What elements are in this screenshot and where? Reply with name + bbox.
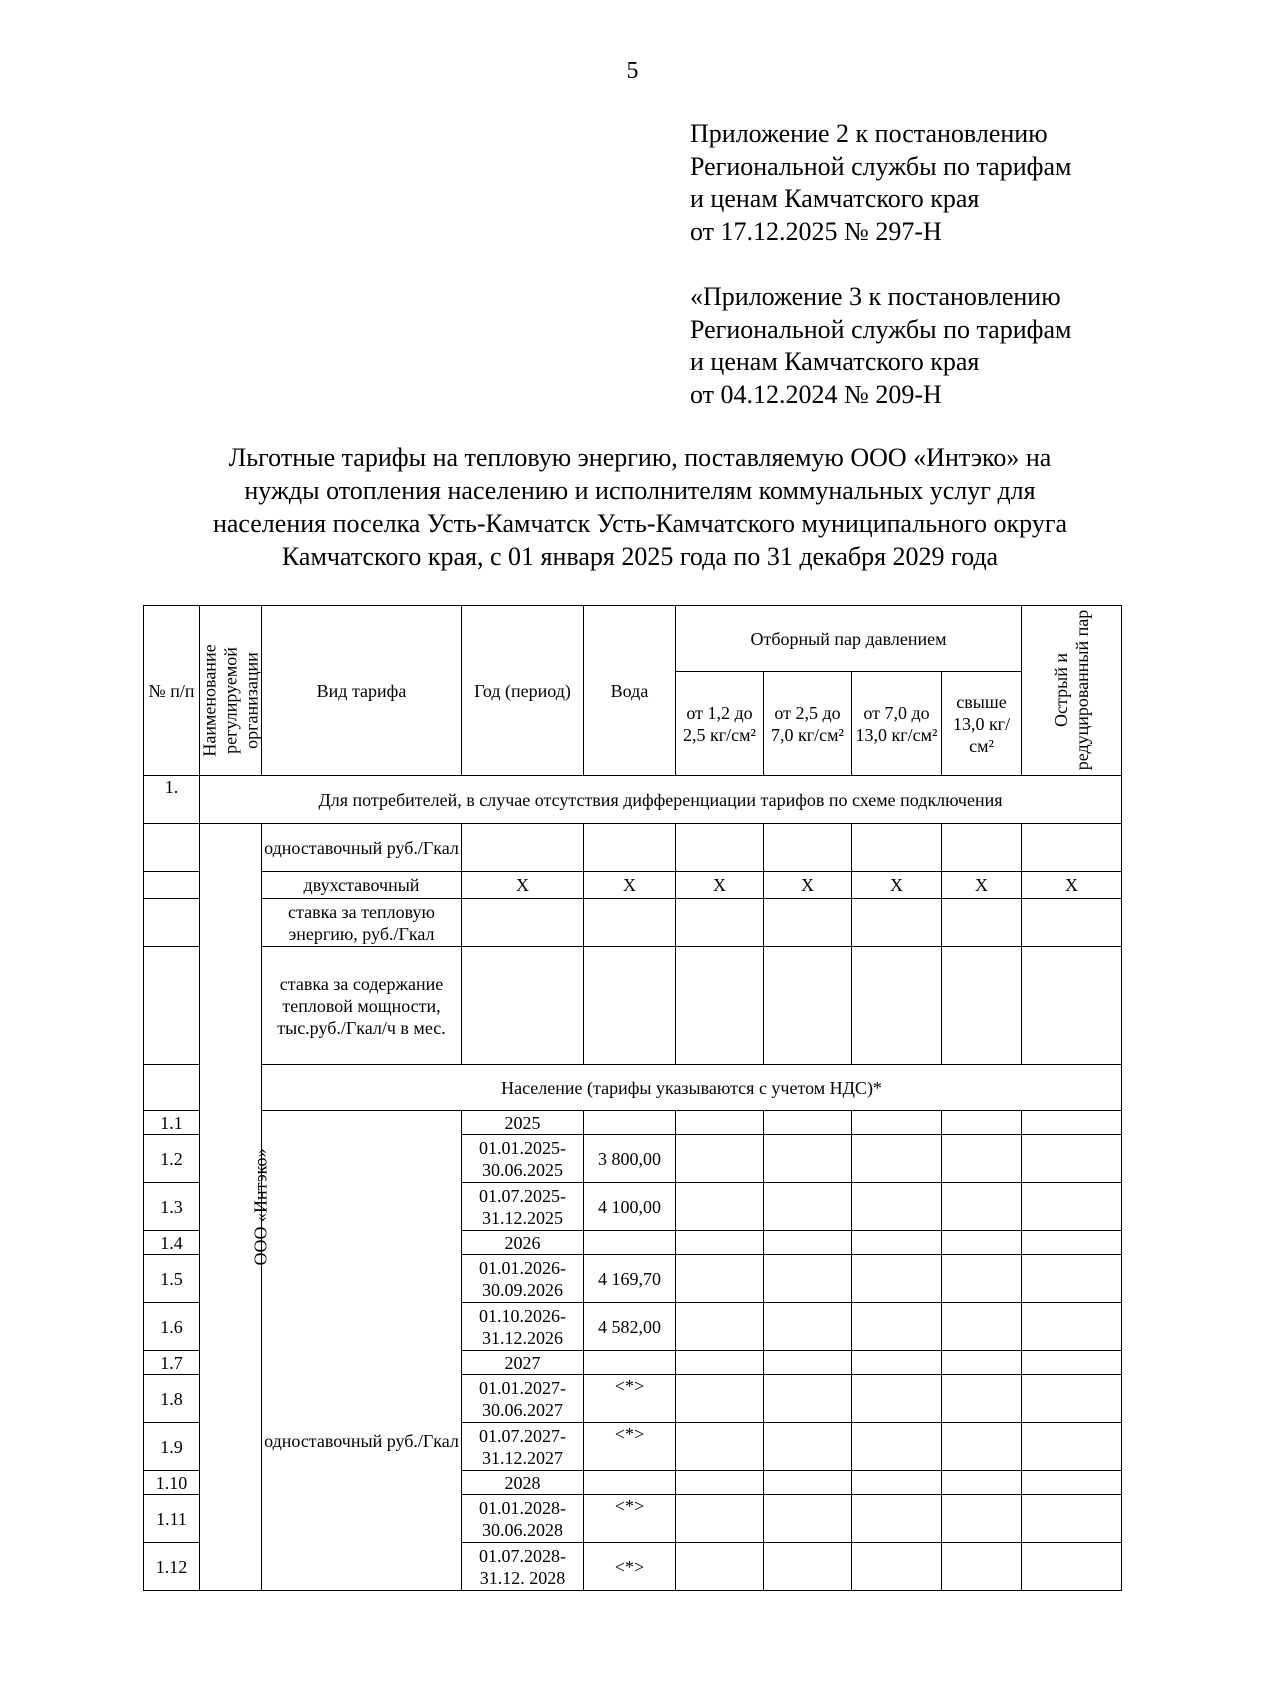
row-water: 3 800,00 [584, 1135, 676, 1183]
row-period: 2027 [462, 1351, 584, 1375]
appendix-original-line: и ценам Камчатского края [690, 347, 980, 376]
row-period: 2028 [462, 1471, 584, 1495]
row-period: 01.07.2028-31.12. 2028 [462, 1543, 584, 1591]
row-water: <*> [584, 1375, 676, 1423]
header-water: Вода [584, 606, 676, 776]
org-name-cell [200, 824, 271, 1591]
row-num: 1.8 [144, 1375, 200, 1423]
row-period: 01.07.2025-31.12.2025 [462, 1183, 584, 1231]
appendix-original-line: от 04.12.2024 № 209-Н [690, 379, 942, 409]
header-period: Год (период) [462, 606, 584, 776]
row-num: 1.1 [144, 1111, 200, 1135]
row-water: 4 169,70 [584, 1255, 676, 1303]
section-num: 1. [144, 776, 200, 824]
row-two-rate: двухставочный [262, 872, 462, 899]
row-water [584, 1351, 676, 1375]
row-water [584, 1231, 676, 1255]
header-org: Наименование регулируемой организации [200, 606, 262, 776]
appendix-current-line: Региональной службы по тарифам [690, 151, 1072, 181]
row-water [584, 1471, 676, 1495]
appendix-original-block [690, 281, 1071, 411]
row-num: 1.2 [144, 1135, 200, 1183]
appendix-current-line: и ценам Камчатского края [690, 184, 980, 213]
x-mark: Х [764, 872, 852, 899]
row-period: 01.01.2027-30.06.2027 [462, 1375, 584, 1423]
title-line: Камчатского края, с 01 января 2025 года по 31 декабря 2029 года [281, 542, 999, 571]
x-mark: Х [584, 872, 676, 899]
header-steam-1: от 1,2 до 2,5 кг/см² [676, 672, 764, 776]
appendix-current-line: от 17.12.2025 № 297-Н [690, 216, 942, 246]
row-num: 1.5 [144, 1255, 200, 1303]
row-period: 01.01.2026-30.09.2026 [462, 1255, 584, 1303]
header-steam-4: свыше 13,0 кг/см² [942, 672, 1022, 776]
row-num: 1.12 [144, 1543, 200, 1591]
x-mark: Х [462, 872, 584, 899]
population-tariff: одноставочный руб./Гкал [262, 1111, 462, 1591]
title-line: населения поселка Усть-Камчатск Усть-Камчатского муниципального округа [212, 509, 1068, 538]
row-period: 2026 [462, 1231, 584, 1255]
row-period: 01.01.2028-30.06.2028 [462, 1495, 584, 1543]
header-steam-group: Отборный пар давлением [676, 606, 1022, 672]
row-period: 01.01.2025-30.06.2025 [462, 1135, 584, 1183]
row-num: 1.4 [144, 1231, 200, 1255]
row-water [584, 1111, 676, 1135]
row-water: 4 582,00 [584, 1303, 676, 1351]
row-period: 2025 [462, 1111, 584, 1135]
x-mark: Х [942, 872, 1022, 899]
row-num: 1.11 [144, 1495, 200, 1543]
x-mark: Х [852, 872, 942, 899]
row-num: 1.7 [144, 1351, 200, 1375]
row-num: 1.9 [144, 1423, 200, 1471]
appendix-original-line: «Приложение 3 к постановлению [690, 282, 1061, 311]
section-label: Для потребителей, в случае отсутствия дифференциации тарифов по схеме подключения [200, 776, 1122, 824]
header-steam-2: от 2,5 до 7,0 кг/см² [764, 672, 852, 776]
row-water: <*> [584, 1423, 676, 1471]
row-water: <*> [584, 1495, 676, 1543]
org-name: ООО «Интэко» [250, 1148, 271, 1266]
row-water: 4 100,00 [584, 1183, 676, 1231]
page-number: 5 [626, 58, 639, 84]
row-num: 1.10 [144, 1471, 200, 1495]
title-line: Льготные тарифы на тепловую энергию, поставляемую ООО «Интэко» на [228, 443, 1052, 472]
population-label: Население (тарифы указываются с учетом НДС)* [262, 1065, 1122, 1111]
header-num: № п/п [144, 606, 200, 776]
header-sharp-steam: Острый и редуцированный пар [1022, 606, 1122, 776]
title-line: нужды отопления населению и исполнителям коммунальных услуг для [244, 476, 1036, 505]
x-mark: Х [676, 872, 764, 899]
header-tariff-type: Вид тарифа [262, 606, 462, 776]
document-title [150, 441, 1130, 573]
row-num: 1.3 [144, 1183, 200, 1231]
row-num: 1.6 [144, 1303, 200, 1351]
row-capacity-rate: ставка за содержание тепловой мощности, тыс.руб./Гкал/ч в мес. [262, 947, 462, 1065]
x-mark: Х [1022, 872, 1122, 899]
appendix-original-line: Региональной службы по тарифам [690, 314, 1072, 344]
row-energy-rate: ставка за тепловую энергию, руб./Гкал [262, 899, 462, 947]
row-single-rate: одноставочный руб./Гкал [262, 824, 462, 872]
row-period: 01.07.2027-31.12.2027 [462, 1423, 584, 1471]
header-steam-3: от 7,0 до 13,0 кг/см² [852, 672, 942, 776]
tariff-table [143, 605, 1122, 1591]
row-water: <*> [584, 1543, 676, 1591]
appendix-current-line: Приложение 2 к постановлению [690, 119, 1048, 148]
row-period: 01.10.2026-31.12.2026 [462, 1303, 584, 1351]
appendix-current-block [690, 118, 1071, 248]
